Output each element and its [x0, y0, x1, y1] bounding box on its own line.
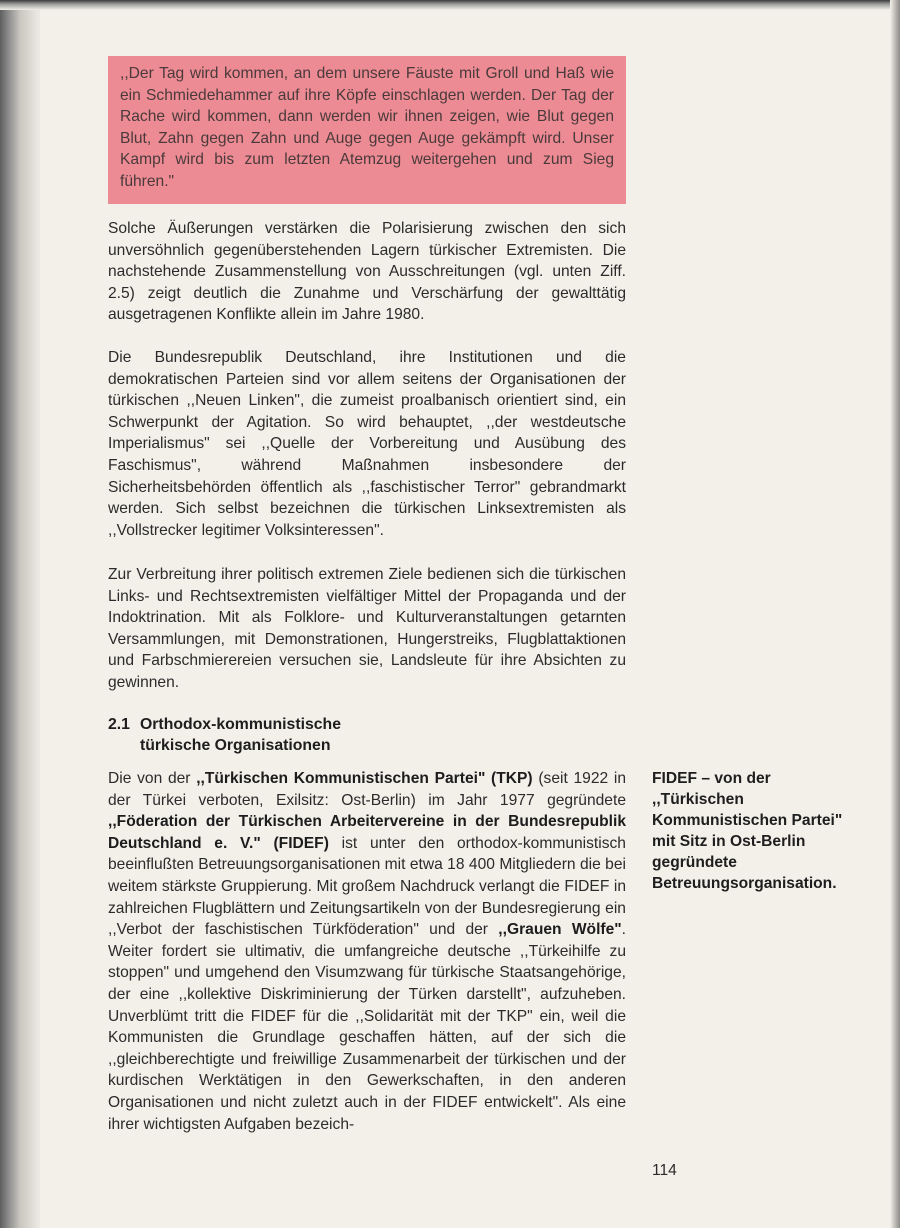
margin-note: FIDEF – von der ,,Türkischen Kommunistischen Partei" mit Sitz in Ost-Berlin gegründete Betreuungsorganisation. — [652, 770, 843, 892]
fidef-text-2: (seit 1922 in der Türkei verboten, Exilsitz: Ost-Berlin) im Jahr 1977 gegründete — [108, 770, 627, 809]
page-edge-left — [0, 0, 40, 1228]
paragraph-polarisierung — [108, 218, 626, 326]
section-title-line2: türkische Organisationen — [140, 737, 331, 754]
section-number: 2.1 — [108, 716, 130, 733]
paragraph-text — [108, 768, 626, 1135]
section-title-line1: Orthodox-kommunistische — [140, 716, 341, 733]
graue-woelfe-name: ,,Grauen Wölfe" — [498, 921, 622, 939]
tkp-name: ,,Türkischen Kommunistischen Partei" (TKP) — [196, 770, 533, 787]
paragraph-text: Zur Verbreitung ihrer politisch extremen Ziele bedienen sich die türkischen Links- und Rechtsextremisten vielfältiger Mittel der Propaganda und der Indoktrination. Mit als Folklore- und Kulturveranstaltungen getarnten Versammlungen, mit Demonstrationen, Hungerstreiks, Flugblattaktionen und Farbschmierereien versuchen sie, Landsleute für ihre Absichten zu gewinnen. — [108, 566, 626, 691]
fidef-name: ,,Föderation der Türkischen Arbeitervereine in der Bundesrepublik Deutschland e. V." (FIDEF) — [108, 813, 626, 852]
page-number: 114 — [652, 1162, 677, 1179]
fidef-text-1: Die von der — [108, 770, 197, 787]
highlighted-quote — [108, 56, 626, 204]
page-edge-right — [890, 0, 900, 1228]
page-edge-top — [0, 0, 900, 10]
paragraph-agitation — [108, 347, 626, 541]
paragraph-propaganda — [108, 564, 626, 694]
fidef-text-4: . Weiter fordert sie ultimativ, die umfangreiche deutsche ,,Türkeihilfe zu stoppen" und umgehend den Visumzwang für türkische Staatsangehörige, der eine ,,kollektive Diskriminierung der Türken darstellt", aufzuheben. Unverblümt tritt die FIDEF für die ,,Solidarität mit der TKP" ein, weil die Kommunisten die Grundlage geschaffen hätten, auf der sich die ,,gleichberechtigte und freiwillige Zusammenarbeit der türkischen und der kurdischen Werktätigen in den Gewerkschaften, in den anderen Organisationen und nicht zuletzt auch in der FIDEF entwickelt". Als eine ihrer wichtigsten Aufgaben bezeich- — [108, 921, 626, 1133]
paragraph-text: Solche Äußerungen verstärken die Polarisierung zwischen den sich unversöhnlich gegenüberstehenden Lagern türkischer Extremisten. Die nachstehende Zusammenstellung von Ausschreitungen (vgl. unten Ziff. 2.5) zeigt deutlich die Zunahme und Verschärfung der gewalttätig ausgetragenen Konflikte allein im Jahre 1980. — [108, 220, 626, 324]
fidef-text-3: ist unter den orthodox-kommunistisch beeinflußten Betreuungsorganisationen mit etwa 18 400 Mitgliedern die bei weitem stärkste Gruppierung. Mit großem Nachdruck verlangt die FIDEF in zahlreichen Flugblättern und Zeitungsartikeln von der Bundesregierung ein ,,Verbot der faschistischen Türkföderation" und der — [108, 834, 626, 939]
quote-text: ,,Der Tag wird kommen, an dem unsere Fäuste mit Groll und Haß wie ein Schmiedehammer auf ihre Köpfe einschlagen werden. Der Tag der Rache wird kommen, dann werden wir ihnen zeigen, wie Blut gegen Blut, Zahn gegen Zahn und Auge gegen Auge gekämpft wird. Unser Kampf wird bis zum letzten Atemzug weitergehen und zum Sieg führen." — [120, 65, 614, 190]
section-heading — [108, 714, 528, 756]
paragraph-text: Die Bundesrepublik Deutschland, ihre Institutionen und die demokratischen Parteien sind vor allem seitens der Organisationen der türkischen ,,Neuen Linken", die zumeist proalbanisch orientiert sind, ein Schwerpunkt der Agitation. So wird behauptet, ,,der westdeutsche Imperialismus" sei ,,Quelle der Vorbereitung und Ausübung des Faschismus", während Maßnahmen insbesondere der Sicherheitsbehörden öffentlich als ,,faschistischer Terror" gebrandmarkt werden. Sich selbst bezeichnen die türkischen Linksextremisten als ,,Vollstrecker legitimer Volksinteressen". — [108, 349, 626, 539]
paragraph-fidef — [108, 768, 626, 1135]
